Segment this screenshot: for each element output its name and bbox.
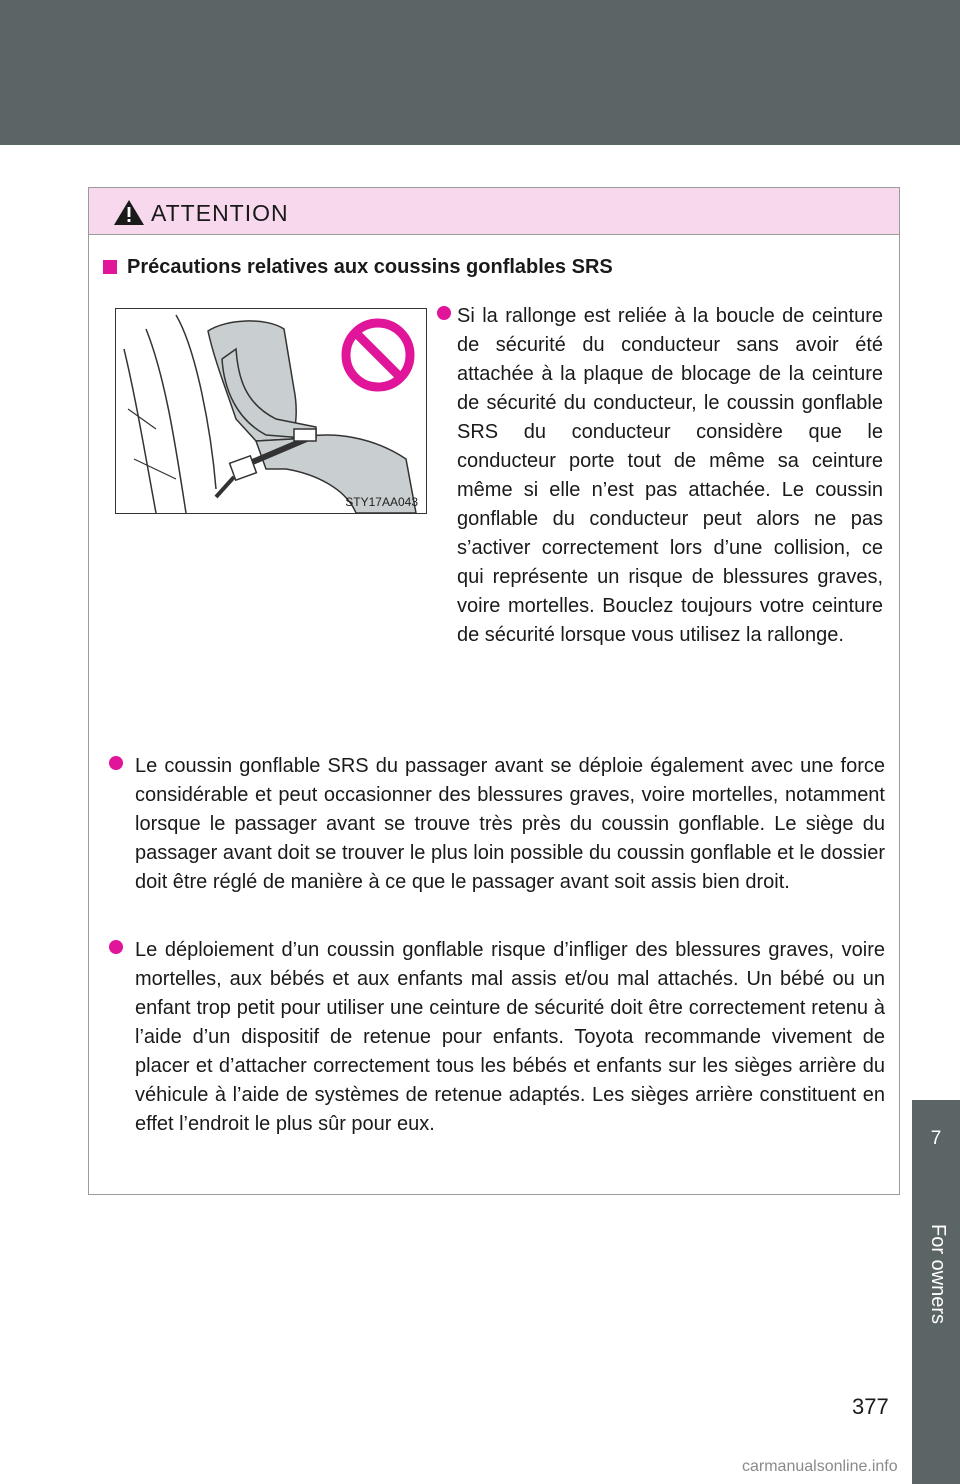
section-heading — [103, 252, 613, 282]
round-bullet-icon — [109, 940, 123, 954]
page-number: 377 — [852, 1394, 889, 1419]
square-bullet-icon — [103, 260, 117, 274]
bullet-text: Le déploiement d’un coussin gonflable risque d’infliger des blessures graves, voire mortelles, aux bébés et aux enfants mal assis et/ou mal attachés. Un bébé ou un enfant trop petit pour utiliser une ceinture de sécurité doit être correctement retenu à l’aide d’un dispositif de retenue pour enfants. Toyota recommande vivement de placer et d’attacher correctement tous les bébés et enfants sur les sièges arrière du véhicule à l’aide de systèmes de retenue adaptés. Les sièges arrière constituent en effet l’endroit le plus sûr pour eux. — [135, 939, 885, 1135]
seatbelt-drawing — [116, 309, 426, 513]
attention-header — [89, 188, 899, 235]
bullet-item — [437, 302, 883, 650]
top-header-band — [0, 0, 960, 145]
section-title: Précautions relatives aux coussins gonflables SRS — [127, 255, 613, 278]
round-bullet-icon — [437, 306, 451, 320]
seatbelt-illustration — [115, 308, 427, 514]
bullet-text: Si la rallonge est reliée à la boucle de ceinture de sécurité du conducteur sans avoir été attachée à la plaque de blocage de la ceinture de sécurité du conducteur, le coussin gonflable SRS du conducteur considère que le conducteur porte tout de même sa ceinture même si elle n’est pas attachée. Le coussin gonflable du conducteur peut alors ne pas s’activer correctement lors d’une collision, ce qui représente un risque de blessures graves, voire mortelles. Bouclez toujours votre ceinture de sécurité lorsque vous utilisez la rallonge. — [457, 305, 883, 646]
bullet-item — [109, 752, 885, 897]
watermark-text: carmanualsonline.info — [742, 1458, 898, 1475]
round-bullet-icon — [109, 756, 123, 770]
attention-box — [88, 187, 900, 1195]
attention-title: ATTENTION — [151, 200, 289, 226]
bullet-text: Le coussin gonflable SRS du passager avant se déploie également avec une force considérable et peut occasionner des blessures graves, voire mortelles, notamment lorsque le passager avant se trouve très près du coussin gonflable. Le siège du passager avant doit se trouver le plus loin possible du coussin gonflable et le dossier doit être réglé de manière à ce que le passager avant soit assis bien droit. — [135, 755, 885, 893]
figure-code: STY17AA043 — [345, 495, 418, 509]
warning-triangle-icon — [113, 198, 145, 226]
chapter-label: For owners — [927, 1224, 949, 1325]
chapter-number: 7 — [930, 1128, 942, 1149]
bullet-item — [109, 936, 885, 1139]
